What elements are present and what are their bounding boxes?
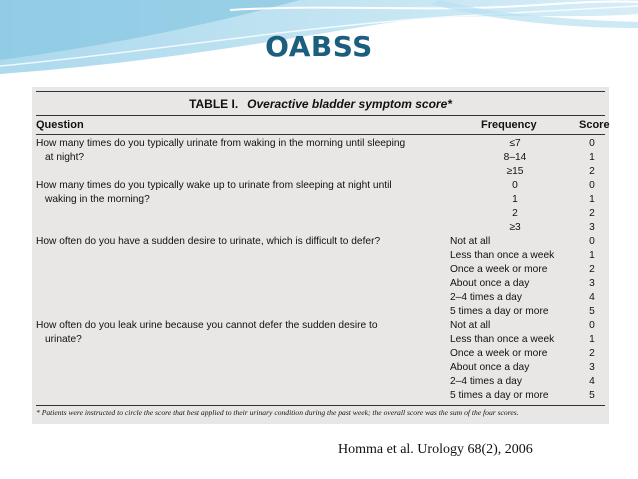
score-value: 3: [589, 362, 595, 373]
table-label: TABLE I.: [189, 97, 239, 111]
column-header-question: Question: [36, 119, 84, 131]
column-header-frequency: Frequency: [481, 119, 537, 131]
score-value: 5: [589, 390, 595, 401]
frequency-option: Not at all: [450, 320, 491, 331]
frequency-option: 2–4 times a day: [450, 292, 522, 303]
question-text: How many times do you typically urinate from waking in the morning until sleeping at night?: [36, 138, 406, 163]
frequency-option: 2–4 times a day: [450, 376, 522, 387]
table-footnote: * Patients were instructed to circle the score that best applied to their urinary condition during the past week; the overall score was the sum of the four scores.: [36, 408, 519, 417]
score-values: [580, 179, 604, 235]
score-value: 0: [589, 236, 595, 247]
question-text: How often do you have a sudden desire to urinate, which is difficult to defer?: [36, 236, 381, 247]
score-value: 2: [589, 264, 595, 275]
frequency-options: [472, 137, 558, 179]
slide-title: OABSS: [265, 30, 373, 63]
frequency-option: ≤7: [509, 138, 521, 149]
score-value: 4: [589, 376, 595, 387]
score-value: 5: [589, 306, 595, 317]
table-bottom-rule: [36, 405, 605, 406]
frequency-options: [450, 235, 580, 319]
frequency-option: Once a week or more: [450, 264, 548, 275]
table-title: Overactive bladder symptom score*: [247, 97, 452, 111]
frequency-option: About once a day: [450, 278, 530, 289]
score-value: 3: [589, 278, 595, 289]
score-values: [580, 235, 604, 319]
score-value: 3: [589, 222, 595, 233]
frequency-option: ≥3: [509, 222, 521, 233]
score-value: 2: [589, 166, 595, 177]
score-value: 0: [589, 180, 595, 191]
oabss-table-image: [32, 87, 609, 424]
score-value: 4: [589, 292, 595, 303]
frequency-option: 1: [512, 194, 518, 205]
table-header-rule: [36, 134, 605, 135]
frequency-options: [472, 179, 558, 235]
frequency-option: 5 times a day or more: [450, 390, 549, 401]
score-value: 0: [589, 320, 595, 331]
frequency-option: Once a week or more: [450, 348, 548, 359]
score-value: 2: [589, 208, 595, 219]
frequency-option: 8–14: [503, 152, 527, 163]
frequency-options: [450, 319, 580, 403]
question-text: How often do you leak urine because you cannot defer the sudden desire to urinate?: [36, 320, 378, 345]
frequency-option: 2: [512, 208, 518, 219]
frequency-option: Not at all: [450, 236, 491, 247]
score-value: 1: [589, 152, 595, 163]
frequency-option: 0: [512, 180, 518, 191]
score-value: 1: [589, 250, 595, 261]
score-value: 1: [589, 334, 595, 345]
score-values: [580, 319, 604, 403]
score-values: [580, 137, 604, 179]
frequency-option: Less than once a week: [450, 334, 555, 345]
citation: Homma et al. Urology 68(2), 2006: [338, 442, 533, 457]
column-header-score: Score: [579, 119, 610, 131]
score-value: 1: [589, 194, 595, 205]
score-value: 0: [589, 138, 595, 149]
frequency-option: About once a day: [450, 362, 530, 373]
question-text: How many times do you typically wake up to urinate from sleeping at night until waking in the morning?: [36, 180, 392, 205]
table-caption: [32, 97, 609, 111]
score-value: 2: [589, 348, 595, 359]
table-top-rule: [36, 91, 605, 92]
frequency-option: 5 times a day or more: [450, 306, 549, 317]
frequency-option: Less than once a week: [450, 250, 555, 261]
table-caption-rule: [36, 115, 605, 116]
frequency-option: ≥15: [506, 166, 524, 177]
